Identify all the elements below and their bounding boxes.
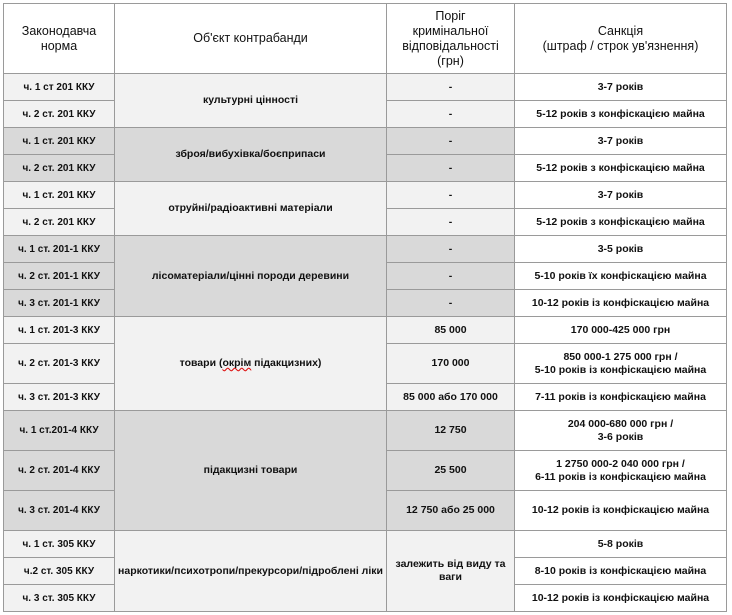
law-cell: ч. 1 ст. 201 ККУ <box>4 182 115 209</box>
table-row <box>4 128 727 155</box>
object-cell: отруйні/радіоактивні матеріали <box>115 182 387 236</box>
header-sanction-line: (штраф / строк ув'язнення) <box>542 38 699 53</box>
sanction-line: 6-11 років із конфіскацією майна <box>535 470 706 483</box>
law-cell: ч. 2 ст. 201 ККУ <box>4 101 115 128</box>
header-sanction <box>515 4 727 74</box>
sanction-cell <box>515 155 727 182</box>
law-cell: ч. 1 ст. 201-1 ККУ <box>4 236 115 263</box>
sanction-line: 1 2750 000-2 040 000 грн / <box>556 457 685 470</box>
law-cell: ч. 2 ст. 201-1 ККУ <box>4 263 115 290</box>
object-text: товари ( <box>179 357 223 369</box>
law-cell: ч. 3 ст. 305 ККУ <box>4 585 115 612</box>
header-threshold <box>387 4 515 74</box>
header-threshold-line: відповідальності <box>402 38 499 53</box>
threshold-cell: 170 000 <box>387 344 515 384</box>
threshold-cell: залежить від виду та ваги <box>387 531 515 612</box>
sanction-cell <box>515 451 727 491</box>
sanction-cell <box>515 531 727 558</box>
sanction-cell <box>515 558 727 585</box>
law-cell: ч. 1 ст. 201-3 ККУ <box>4 317 115 344</box>
table-row <box>4 317 727 344</box>
sanction-line: 5-12 років з конфіскацією майна <box>536 215 705 228</box>
sanction-cell <box>515 74 727 101</box>
sanction-line: 3-7 років <box>597 134 644 147</box>
sanction-line: 5-8 років <box>597 537 644 550</box>
threshold-cell: 12 750 або 25 000 <box>387 491 515 531</box>
table-row <box>4 182 727 209</box>
sanction-line: 850 000-1 275 000 грн / <box>563 350 678 363</box>
header-law <box>4 4 115 74</box>
sanction-line: 170 000-425 000 грн <box>570 323 671 336</box>
sanction-line: 3-7 років <box>597 80 644 93</box>
object-cell: культурні цінності <box>115 74 387 128</box>
header-threshold-line: кримінальної <box>412 23 489 38</box>
object-cell: лісоматеріали/цінні породи деревини <box>115 236 387 317</box>
header-law-line: Законодавча <box>21 23 97 38</box>
sanction-line: 3-5 років <box>597 242 644 255</box>
sanction-cell <box>515 317 727 344</box>
object-cell: наркотики/психотропи/прекурсори/підроблені ліки <box>115 531 387 612</box>
sanction-line: 10-12 років із конфіскацією майна <box>531 591 710 604</box>
threshold-cell: - <box>387 74 515 101</box>
sanction-cell <box>515 236 727 263</box>
threshold-cell: 85 000 або 170 000 <box>387 384 515 411</box>
sanction-cell <box>515 182 727 209</box>
sanction-cell <box>515 263 727 290</box>
header-threshold-line: Поріг <box>435 8 466 23</box>
sanction-cell <box>515 384 727 411</box>
sanction-line: 10-12 років із конфіскацією майна <box>531 504 710 516</box>
contraband-table <box>3 3 727 612</box>
sanction-cell <box>515 585 727 612</box>
law-cell: ч. 1 ст.201-4 ККУ <box>4 411 115 451</box>
table-row <box>4 531 727 558</box>
law-cell: ч. 3 ст. 201-1 ККУ <box>4 290 115 317</box>
sanction-line: 5-10 років із конфіскацією майна <box>534 363 707 376</box>
object-text-spellcheck: окрім <box>222 357 252 369</box>
table-row <box>4 74 727 101</box>
sanction-cell <box>515 344 727 384</box>
sanction-line: 5-12 років з конфіскацією майна <box>536 161 705 174</box>
law-cell: ч.2 ст. 305 ККУ <box>4 558 115 585</box>
header-object: Об'єкт контрабанди <box>115 4 387 74</box>
sanction-cell <box>515 128 727 155</box>
sanction-cell <box>515 209 727 236</box>
sanction-cell <box>515 101 727 128</box>
sanction-cell <box>515 411 727 451</box>
header-law-line: норма <box>40 38 78 53</box>
sanction-line: 8-10 років із конфіскацією майна <box>534 564 707 577</box>
law-cell: ч. 1 ст 201 ККУ <box>4 74 115 101</box>
sanction-line: 204 000-680 000 грн / <box>567 417 674 430</box>
law-cell: ч. 3 ст. 201-3 ККУ <box>4 384 115 411</box>
object-text: підакцизних) <box>251 357 322 369</box>
law-cell: ч. 2 ст. 201 ККУ <box>4 209 115 236</box>
threshold-cell: 85 000 <box>387 317 515 344</box>
header-threshold-line: (грн) <box>437 53 464 68</box>
object-cell <box>115 317 387 411</box>
threshold-cell: - <box>387 209 515 236</box>
sanction-cell <box>515 491 727 531</box>
threshold-cell: 12 750 <box>387 411 515 451</box>
sanction-line: 3-7 років <box>597 188 644 201</box>
sanction-line: 10-12 років із конфіскацією майна <box>531 296 710 309</box>
threshold-cell: - <box>387 128 515 155</box>
header-sanction-line: Санкція <box>597 23 644 38</box>
table-row <box>4 411 727 451</box>
header-row <box>4 4 727 74</box>
threshold-cell: - <box>387 101 515 128</box>
law-cell: ч. 3 ст. 201-4 ККУ <box>4 491 115 531</box>
sanction-line: 3-6 років <box>597 430 644 443</box>
table-row <box>4 236 727 263</box>
threshold-cell: 25 500 <box>387 451 515 491</box>
law-cell: ч. 2 ст. 201-3 ККУ <box>4 344 115 384</box>
threshold-cell: - <box>387 182 515 209</box>
sanction-line: 5-10 років їх конфіскацією майна <box>534 269 707 282</box>
threshold-cell: - <box>387 263 515 290</box>
threshold-cell: - <box>387 155 515 182</box>
sanction-line: 5-12 років з конфіскацією майна <box>536 107 705 120</box>
law-cell: ч. 1 ст. 305 ККУ <box>4 531 115 558</box>
law-cell: ч. 1 ст. 201 ККУ <box>4 128 115 155</box>
sanction-line: 7-11 років із конфіскацією майна <box>535 390 706 403</box>
threshold-cell: - <box>387 236 515 263</box>
law-cell: ч. 2 ст. 201-4 ККУ <box>4 451 115 491</box>
law-cell: ч. 2 ст. 201 ККУ <box>4 155 115 182</box>
object-cell: зброя/вибухівка/боєприпаси <box>115 128 387 182</box>
object-cell: підакцизні товари <box>115 411 387 531</box>
sanction-cell <box>515 290 727 317</box>
threshold-cell: - <box>387 290 515 317</box>
